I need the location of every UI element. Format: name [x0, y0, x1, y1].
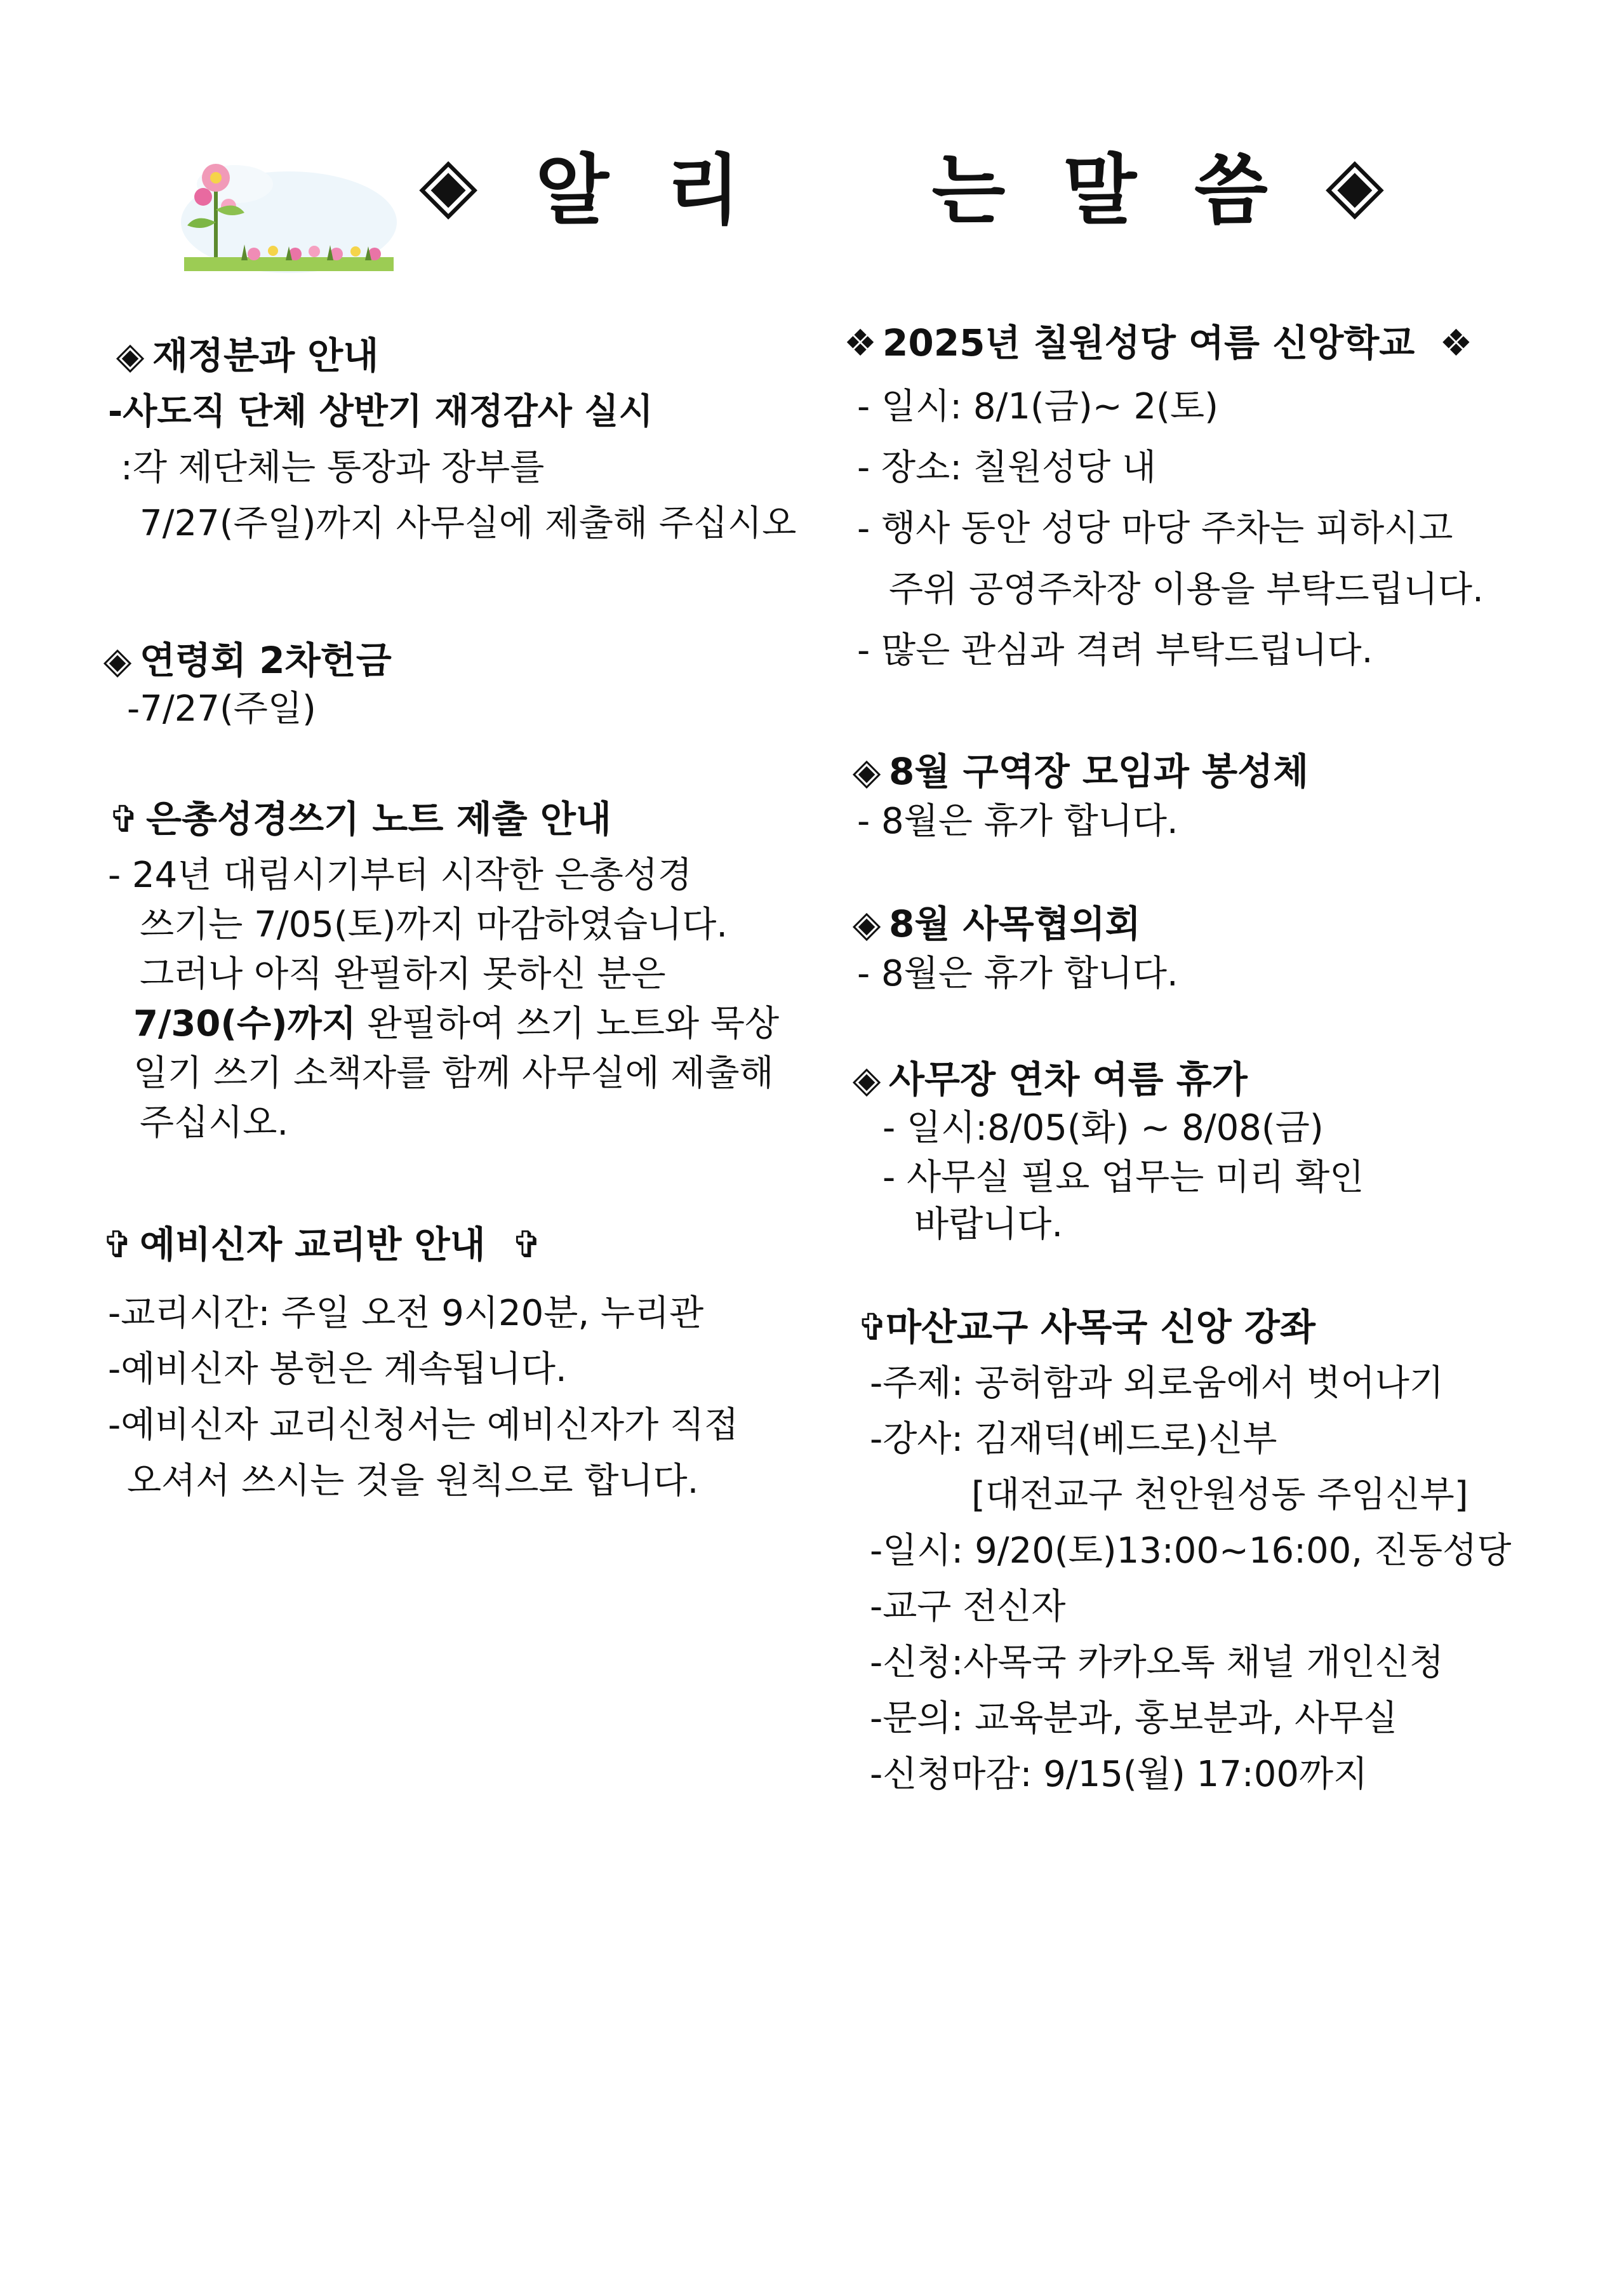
faith-lecture-line: [대전교구 천안원성동 주임신부]: [971, 1474, 1468, 1516]
bible-writing-line: 쓰기는 7/05(토)까지 마감하였습니다.: [140, 904, 728, 945]
deadline-date: 7/30(수)까지: [133, 1003, 356, 1045]
faith-lecture-line: -신청:사목국 카카오톡 채널 개인신청: [870, 1642, 1444, 1683]
district-leaders-title: 8월 구역장 모임과 봉성체: [889, 750, 1309, 793]
diamond-cluster-icon: ❖: [1439, 321, 1473, 364]
finance-notice-line: 7/27(주일)까지 사무실에 제출해 주십시오: [140, 503, 797, 544]
office-vacation-title: 사무장 연차 여름 휴가: [889, 1058, 1248, 1101]
district-leaders-line: - 8월은 휴가 합니다.: [857, 801, 1178, 842]
faith-lecture-line: -문의: 교육분과, 홍보분과, 사무실: [870, 1698, 1398, 1739]
office-vacation-heading: [844, 1051, 1555, 1108]
bible-writing-title: 은총성경쓰기 노트 제출 안내: [146, 798, 611, 841]
bible-writing-line: - 24년 대림시기부터 시작한 은총성경: [108, 855, 693, 896]
diamond-icon: ◈: [852, 1058, 881, 1101]
pastoral-council-line: - 8월은 휴가 합니다.: [857, 953, 1178, 994]
faith-lecture-line: -일시: 9/20(토)13:00~16:00, 진동성당: [870, 1530, 1512, 1572]
summer-faith-school-line: 주위 공영주차장 이용을 부탁드립니다.: [889, 569, 1484, 610]
diamond-icon: ◈: [852, 902, 881, 945]
bible-writing-line: 주십시오.: [140, 1102, 289, 1144]
diamond-cluster-icon: ❖: [844, 321, 877, 364]
catechumen-line: -예비신자 교리신청서는 예비신자가 직접: [108, 1405, 739, 1446]
summer-faith-school-title: 2025년 칠원성당 여름 신앙학교: [882, 321, 1415, 364]
office-vacation-line: 바랍니다.: [914, 1204, 1063, 1245]
funeral-society-title: 연령회 2차헌금: [140, 639, 392, 682]
summer-faith-school-heading: [838, 314, 1555, 371]
flower-garden-decoration: [178, 146, 400, 279]
funeral-society-heading: [95, 632, 806, 689]
faith-lecture-line: -교구 전신자: [870, 1586, 1066, 1627]
pastoral-council-title: 8월 사목협의회: [889, 902, 1141, 945]
title-char-4: 말: [1063, 147, 1137, 235]
catechumen-section: [95, 1216, 806, 1509]
office-vacation-section: [844, 1051, 1555, 1253]
finance-notice-line: -사도직 단체 상반기 재정감사 실시: [108, 391, 653, 432]
summer-faith-school-line: - 장소: 칠원성당 내: [857, 447, 1157, 488]
summer-faith-school-line: - 일시: 8/1(금)~ 2(토): [857, 386, 1218, 427]
catechumen-title: 예비신자 교리반 안내: [140, 1223, 486, 1266]
district-leaders-section: [844, 743, 1555, 850]
title-right-diamond-icon: ◈: [1325, 140, 1384, 229]
title-char-5: 씀: [1194, 147, 1268, 235]
title-char-2: 리: [666, 147, 740, 235]
summer-faith-school-line: - 행사 동안 성당 마당 주차는 피하시고: [857, 508, 1453, 549]
title-char-3: 는: [931, 147, 1006, 235]
summer-faith-school-line: - 많은 관심과 격려 부탁드립니다.: [857, 630, 1373, 671]
bible-writing-line: [95, 996, 806, 1052]
faith-lecture-section: [844, 1298, 1555, 1803]
faith-lecture-line: -신청마감: 9/15(월) 17:00까지: [870, 1754, 1368, 1795]
deadline-text: 완필하여 쓰기 노트와 묵상: [356, 1003, 780, 1045]
finance-notice-title: 재정분과 안내: [152, 334, 379, 377]
summer-faith-school-section: [844, 314, 1555, 679]
bible-writing-line: 그러나 아직 완필하지 못하신 분은: [140, 954, 666, 995]
title-char-1: 알: [535, 147, 609, 235]
page-title: [419, 133, 1384, 235]
bible-writing-line: 일기 쓰기 소책자를 함께 사무실에 제출해: [133, 1053, 774, 1094]
office-vacation-line: - 일시:8/05(화) ~ 8/08(금): [882, 1107, 1324, 1149]
office-vacation-line: - 사무실 필요 업무는 미리 확인: [882, 1157, 1364, 1198]
bible-writing-section: [95, 791, 806, 1151]
pastoral-council-section: [844, 895, 1555, 1002]
catechumen-heading: [95, 1216, 806, 1273]
finance-notice-heading: [95, 327, 806, 384]
funeral-society-section: [95, 632, 806, 737]
cross-icon: ✞: [857, 1305, 888, 1349]
diamond-icon: ◈: [116, 334, 145, 377]
finance-notice-line: :각 제단체는 통장과 장부를: [121, 447, 545, 488]
pastoral-council-heading: [844, 895, 1555, 952]
district-leaders-heading: [844, 743, 1555, 800]
title-left-diamond-icon: ◈: [419, 140, 478, 229]
cross-icon: ✞: [511, 1223, 542, 1266]
cross-icon: ✞: [108, 798, 140, 841]
faith-lecture-title: 마산교구 사목국 신앙 강좌: [886, 1305, 1315, 1349]
funeral-society-line: -7/27(주일): [127, 688, 316, 730]
cross-icon: ✞: [102, 1223, 133, 1266]
faith-lecture-line: -주제: 공허함과 외로움에서 벗어나기: [870, 1363, 1444, 1404]
bible-writing-heading: [95, 791, 806, 848]
catechumen-line: -교리시간: 주일 오전 9시20분, 누리관: [108, 1293, 704, 1334]
catechumen-line: -예비신자 봉헌은 계속됩니다.: [108, 1349, 567, 1390]
faith-lecture-heading: [844, 1298, 1555, 1356]
faith-lecture-line: -강사: 김재덕(베드로)신부: [870, 1418, 1277, 1460]
diamond-icon: ◈: [852, 750, 881, 793]
diamond-icon: ◈: [103, 639, 132, 682]
finance-notice-section: [95, 327, 806, 552]
catechumen-line: 오셔서 쓰시는 것을 원칙으로 합니다.: [127, 1460, 699, 1502]
